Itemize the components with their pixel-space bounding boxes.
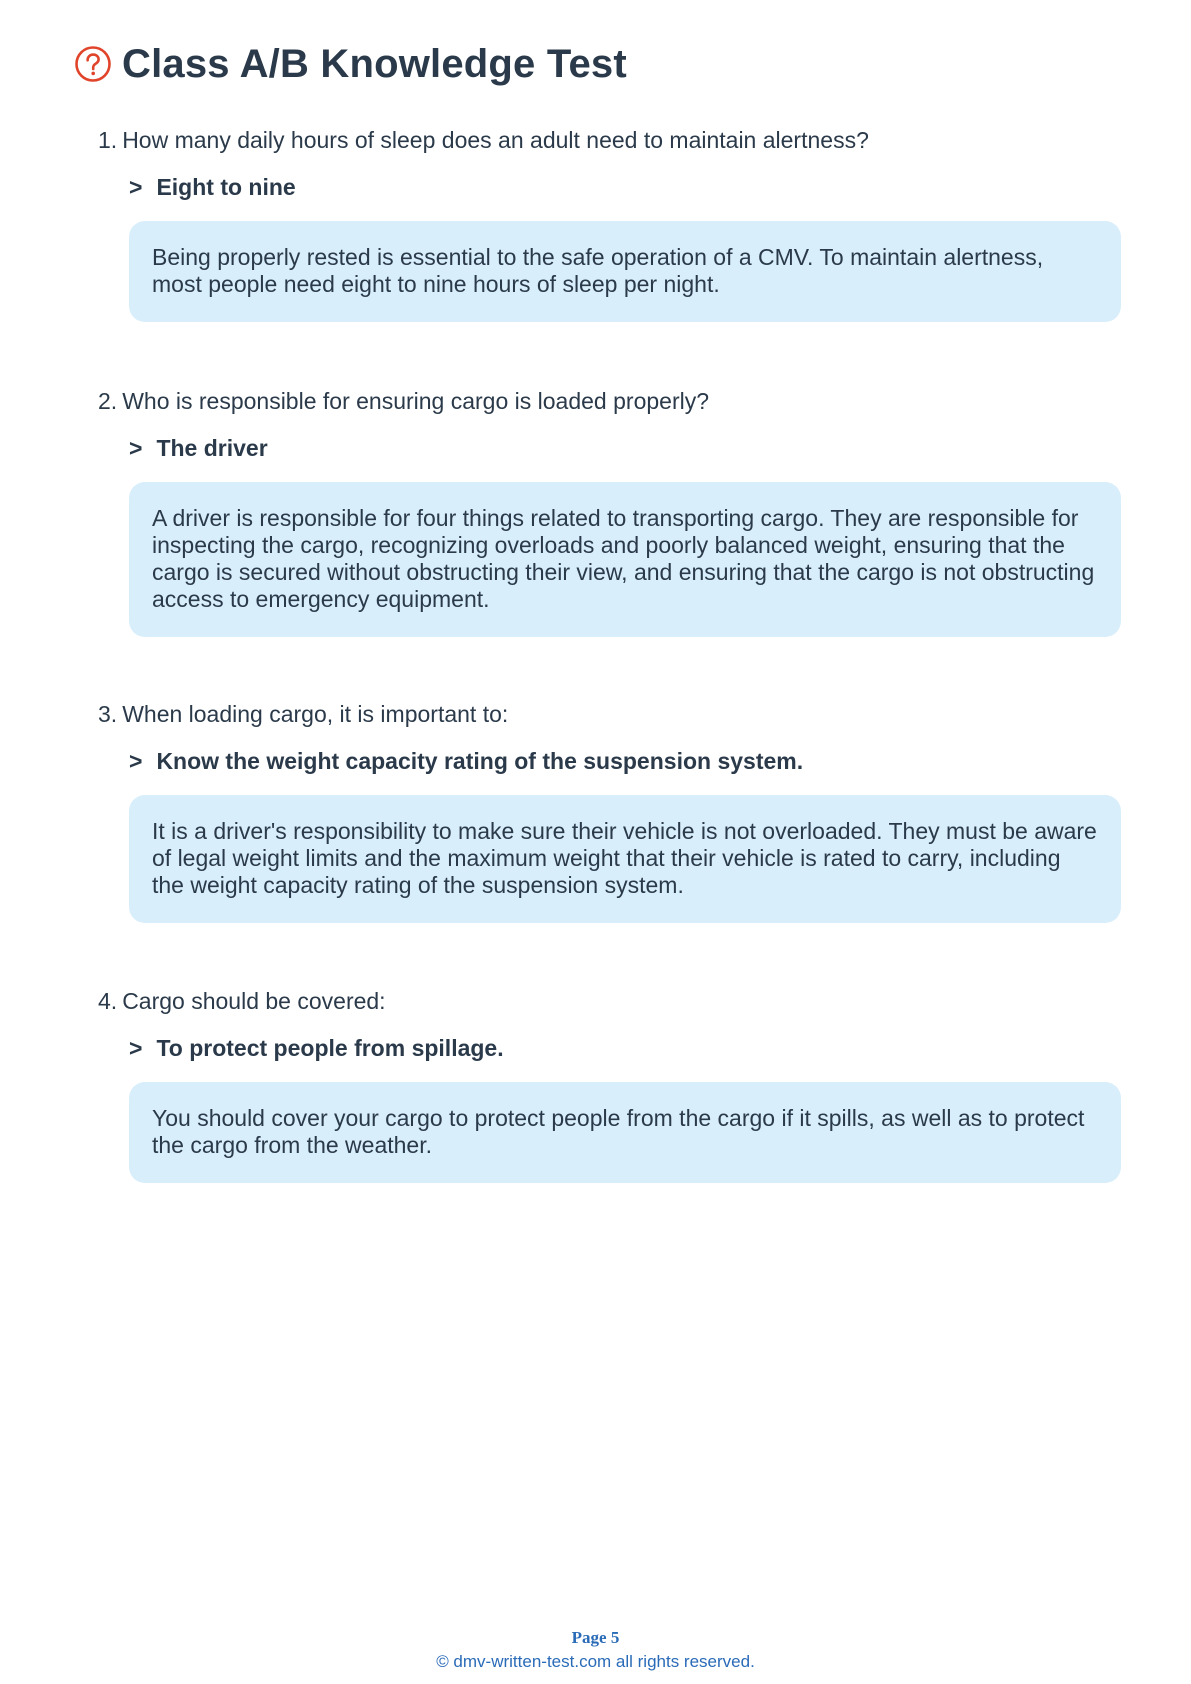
answer xyxy=(129,748,1121,776)
answer xyxy=(129,435,1121,463)
page-header xyxy=(74,44,627,84)
answer-marker: > xyxy=(129,434,143,461)
explanation-box: A driver is responsible for four things related to transporting cargo. They are responsible for inspecting the cargo, recognizing overloads and poorly balanced weight, ensuring that the cargo is secured without obstructing their view, and ensuring that the cargo is not obstructing access to emergency equipment. xyxy=(129,482,1121,637)
explanation-box: It is a driver's responsibility to make sure their vehicle is not overloaded. They must be aware of legal weight limits and the maximum weight that their vehicle is rated to carry, including the weight capacity rating of the suspension system. xyxy=(129,795,1121,923)
question-item-1 xyxy=(98,127,1121,322)
question-text xyxy=(98,701,1121,729)
question-number: 3. xyxy=(98,701,118,727)
question-item-3 xyxy=(98,701,1121,923)
answer-text: Know the weight capacity rating of the suspension system. xyxy=(156,747,804,774)
question-text xyxy=(98,388,1121,416)
answer-text: The driver xyxy=(156,434,268,461)
answer-marker: > xyxy=(129,747,143,774)
question-text xyxy=(98,988,1121,1016)
answer-marker: > xyxy=(129,173,143,200)
copyright-notice: © dmv-written-test.com all rights reserved. xyxy=(436,1652,755,1672)
page-footer xyxy=(0,1628,1191,1673)
explanation-box: You should cover your cargo to protect people from the cargo if it spills, as well as to protect the cargo from the weather. xyxy=(129,1082,1121,1183)
question-circle-icon xyxy=(74,45,112,83)
question-item-2 xyxy=(98,388,1121,637)
explanation-box: Being properly rested is essential to the safe operation of a CMV. To maintain alertness, most people need eight to nine hours of sleep per night. xyxy=(129,221,1121,322)
answer-marker: > xyxy=(129,1034,143,1061)
question-item-4 xyxy=(98,988,1121,1183)
answer-text: Eight to nine xyxy=(156,173,296,200)
page-number: Page 5 xyxy=(571,1628,620,1647)
question-label: Cargo should be covered: xyxy=(122,988,386,1014)
question-label: Who is responsible for ensuring cargo is loaded properly? xyxy=(122,388,710,414)
answer xyxy=(129,174,1121,202)
question-number: 2. xyxy=(98,388,118,414)
answer-text: To protect people from spillage. xyxy=(156,1034,504,1061)
question-label: How many daily hours of sleep does an adult need to maintain alertness? xyxy=(122,127,869,153)
answer xyxy=(129,1035,1121,1063)
question-label: When loading cargo, it is important to: xyxy=(122,701,509,727)
question-number: 1. xyxy=(98,127,118,153)
question-number: 4. xyxy=(98,988,118,1014)
question-text xyxy=(98,127,1121,155)
page-title: Class A/B Knowledge Test xyxy=(122,42,627,86)
